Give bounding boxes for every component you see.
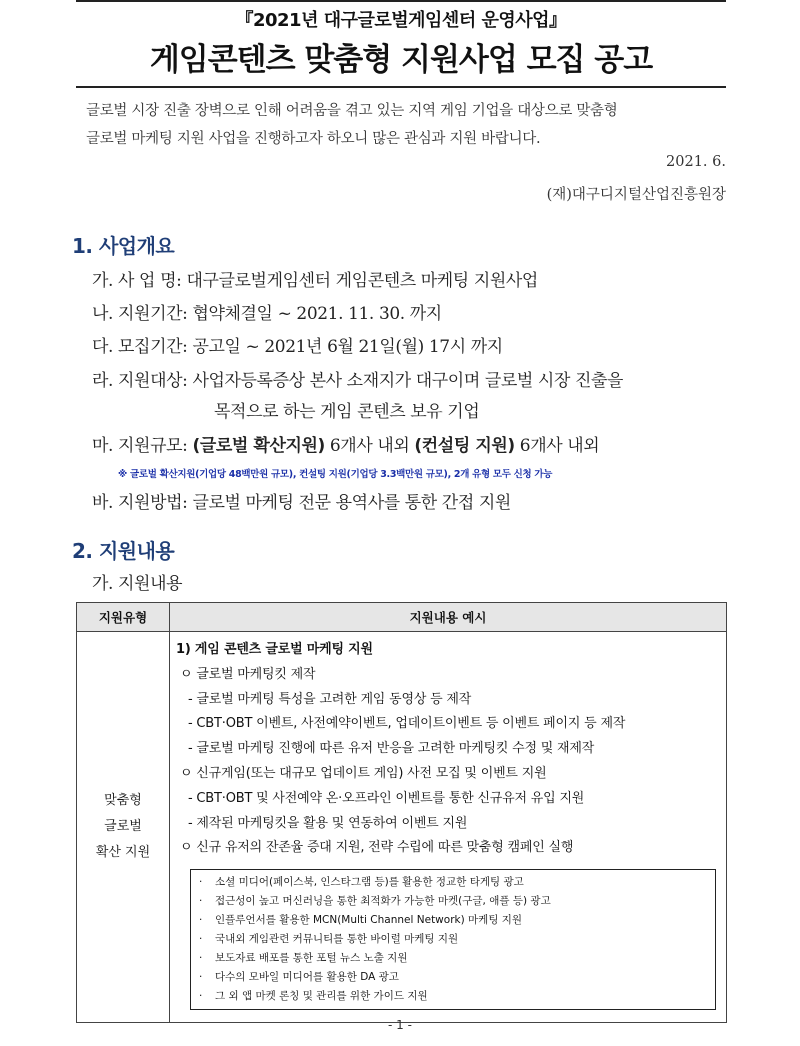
list-item: · 보도자료 배포를 통한 포털 뉴스 노출 지원: [199, 952, 408, 965]
scale-note: ※ 글로벌 확산지원(기업당 48백만원 규모), 컨설팅 지원(기업당 3.3백만원 규모), 2개 유형 모두 신청 가능: [118, 469, 553, 480]
overview-item-period: 나. 지원기간: 협약체결일 ~ 2021. 11. 30. 까지: [92, 304, 442, 324]
overview-item-target-cont: 목적으로 하는 게임 콘텐츠 보유 기업: [214, 402, 480, 422]
content-line: - CBT·OBT 이벤트, 사전예약이벤트, 업데이트이벤트 등 이벤트 페이지 등 제작: [188, 716, 626, 732]
content-line: - CBT·OBT 및 사전예약 온·오프라인 이벤트를 통한 신규유저 유입 지원: [188, 790, 585, 806]
page-number: - 1 -: [388, 1018, 412, 1032]
document-subtitle: 『2021년 대구글로벌게임센터 운영사업』: [235, 10, 567, 31]
content-line: ㅇ 글로벌 마케팅킷 제작: [180, 666, 316, 682]
content-line: ㅇ 신규 유저의 잔존율 증대 지원, 전략 수립에 따른 맞춤형 캠페인 실행: [180, 840, 574, 856]
content-line: - 글로벌 마케팅 진행에 따른 유저 반응을 고려한 마케팅킷 수정 및 재제작: [188, 741, 595, 757]
announcement-date: 2021. 6.: [666, 154, 726, 170]
header-support-type: 지원유형: [77, 603, 170, 632]
support-content-table: [76, 602, 727, 1023]
support-content-subheading: 가. 지원내용: [92, 574, 183, 594]
overview-item-target: 라. 지원대상: 사업자등록증상 본사 소재지가 대구이며 글로벌 시장 진출을: [92, 371, 624, 391]
intro-line-2: 글로벌 마케팅 지원 사업을 진행하고자 하오니 많은 관심과 지원 바랍니다.: [86, 131, 541, 147]
overview-item-scale: 마. 지원규모: (글로벌 확산지원) 6개사 내외 (컨설팅 지원) 6개사 내외: [92, 436, 600, 456]
document-title: 게임콘텐츠 맞춤형 지원사업 모집 공고: [149, 42, 653, 78]
overview-item-method: 바. 지원방법: 글로벌 마케팅 전문 용역사를 통한 간접 지원: [92, 493, 511, 513]
section-1-heading: 1. 사업개요: [72, 234, 175, 258]
list-item: · 다수의 모바일 미디어를 활용한 DA 광고: [199, 971, 399, 984]
intro-line-1: 글로벌 시장 진출 장벽으로 인해 어려움을 겪고 있는 지역 게임 기업을 대상으로 맞춤형: [86, 103, 618, 119]
support-type-cell: 맞춤형 글로벌 확산 지원: [77, 632, 170, 1023]
content-line: - 글로벌 마케팅 특성을 고려한 게임 동영상 등 제작: [188, 691, 472, 707]
content-line: ㅇ 신규게임(또는 대규모 업데이트 게임) 사전 모집 및 이벤트 지원: [180, 765, 547, 781]
list-item: · 접근성이 높고 머신러닝을 통한 최적화가 가능한 마켓(구글, 애플 등) 광고: [199, 895, 551, 908]
content-heading: 1) 게임 콘텐츠 글로벌 마케팅 지원: [176, 642, 373, 657]
list-item: · 그 외 앱 마켓 론칭 및 관리를 위한 가이드 지원: [199, 990, 428, 1003]
list-item: · 국내외 게임관련 커뮤니티를 통한 바이럴 마케팅 지원: [199, 933, 459, 946]
header-support-examples: 지원내용 예시: [170, 603, 727, 632]
support-examples-cell: [170, 632, 727, 1023]
content-line: - 제작된 마케팅킷을 활용 및 연동하여 이벤트 지원: [188, 815, 468, 831]
table-header-row: [77, 603, 727, 632]
section-2-heading: 2. 지원내용: [72, 539, 175, 563]
list-item: · 인플루언서를 활용한 MCN(Multi Channel Network) 마케팅 지원: [199, 914, 523, 927]
overview-item-recruitment: 다. 모집기간: 공고일 ~ 2021년 6월 21일(월) 17시 까지: [92, 337, 503, 357]
issuing-organization: (재)대구디지털산업진흥원장: [546, 187, 726, 203]
list-item: · 소셜 미디어(페이스북, 인스타그램 등)를 활용한 정교한 타게팅 광고: [199, 876, 524, 889]
campaign-bullet-box: [190, 869, 716, 1010]
overview-item-name: 가. 사 업 명: 대구글로벌게임센터 게임콘텐츠 마케팅 지원사업: [92, 271, 538, 291]
table-row: [77, 632, 727, 1023]
